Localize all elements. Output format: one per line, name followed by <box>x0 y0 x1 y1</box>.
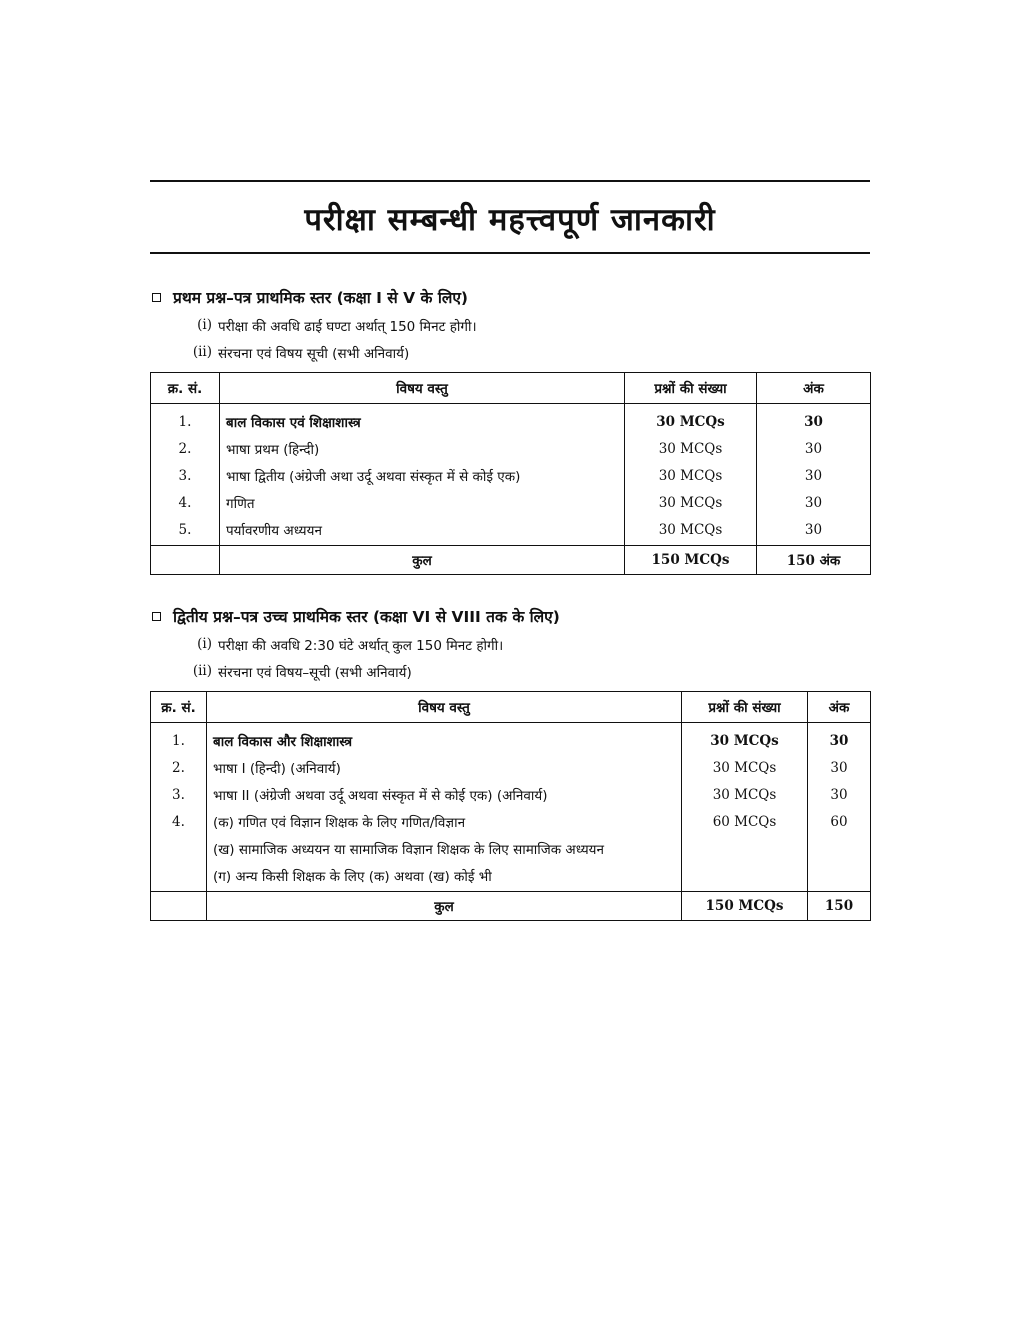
section2-note-structure <box>150 663 870 681</box>
table-row <box>151 862 871 892</box>
header-questions: प्रश्नों की संख्या <box>682 692 808 723</box>
section1-note-duration <box>150 317 870 335</box>
note-number: (ii) <box>192 344 212 360</box>
row-questions <box>682 862 808 892</box>
row-subject: (ख) सामाजिक अध्ययन या सामाजिक विज्ञान शिक्षक के लिए सामाजिक अध्ययन <box>207 835 682 862</box>
table-row <box>151 462 871 489</box>
total-questions: 150 MCQs <box>682 892 808 921</box>
row-questions: 30 MCQs <box>682 723 808 755</box>
row-questions <box>682 835 808 862</box>
section1-table <box>150 372 871 575</box>
section2-note-duration <box>150 636 870 654</box>
row-sno: 5. <box>151 516 220 546</box>
table-row <box>151 835 871 862</box>
row-questions: 30 MCQs <box>625 516 757 546</box>
total-marks: 150 अंक <box>757 546 871 575</box>
row-subject: बाल विकास एवं शिक्षाशास्त्र <box>220 404 625 436</box>
section1-note-structure <box>150 344 870 362</box>
row-marks: 30 <box>757 462 871 489</box>
table-row <box>151 516 871 546</box>
note-number: (i) <box>197 636 212 652</box>
header-sno: क्र. सं. <box>151 692 207 723</box>
table-row <box>151 723 871 755</box>
row-marks <box>808 862 871 892</box>
row-questions: 30 MCQs <box>682 754 808 781</box>
row-marks: 30 <box>757 435 871 462</box>
row-subject: (ग) अन्य किसी शिक्षक के लिए (क) अथवा (ख) कोई भी <box>207 862 682 892</box>
row-sno <box>151 862 207 892</box>
total-label: कुल <box>220 546 625 575</box>
row-questions: 30 MCQs <box>625 489 757 516</box>
header-questions: प्रश्नों की संख्या <box>625 373 757 404</box>
table-row <box>151 435 871 462</box>
total-questions: 150 MCQs <box>625 546 757 575</box>
row-marks: 30 <box>757 516 871 546</box>
row-marks: 60 <box>808 808 871 835</box>
section2-table <box>150 691 871 921</box>
table-row <box>151 808 871 835</box>
section1-heading <box>150 286 870 308</box>
row-subject: भाषा प्रथम (हिन्दी) <box>220 435 625 462</box>
table-row <box>151 781 871 808</box>
table-total-row <box>151 892 871 921</box>
row-marks <box>808 835 871 862</box>
document-page <box>150 180 870 921</box>
total-marks: 150 <box>808 892 871 921</box>
row-subject: गणित <box>220 489 625 516</box>
table-header-row <box>151 692 871 723</box>
row-questions: 30 MCQs <box>625 435 757 462</box>
header-marks: अंक <box>808 692 871 723</box>
row-questions: 30 MCQs <box>682 781 808 808</box>
row-questions: 30 MCQs <box>625 462 757 489</box>
row-marks: 30 <box>757 404 871 436</box>
note-number: (i) <box>197 317 212 333</box>
table-header-row <box>151 373 871 404</box>
row-sno: 2. <box>151 435 220 462</box>
note-text: परीक्षा की अवधि ढाई घण्टा अर्थात् 150 मिनट होगी। <box>218 319 477 335</box>
table-row <box>151 754 871 781</box>
section2-heading <box>150 605 870 627</box>
section1-heading-text: प्रथम प्रश्न–पत्र प्राथमिक स्तर (कक्षा I से V के लिए) <box>173 289 469 307</box>
row-sno: 1. <box>151 404 220 436</box>
header-subject: विषय वस्तु <box>220 373 625 404</box>
total-empty-cell <box>151 546 220 575</box>
row-subject: पर्यावरणीय अध्ययन <box>220 516 625 546</box>
row-sno: 1. <box>151 723 207 755</box>
section2-heading-text: द्वितीय प्रश्न–पत्र उच्च प्राथमिक स्तर (कक्षा VI से VIII तक के लिए) <box>173 608 560 626</box>
row-questions: 60 MCQs <box>682 808 808 835</box>
row-sno: 2. <box>151 754 207 781</box>
row-sno: 3. <box>151 781 207 808</box>
table-total-row <box>151 546 871 575</box>
row-sno: 3. <box>151 462 220 489</box>
page-title: परीक्षा सम्बन्धी महत्त्वपूर्ण जानकारी <box>304 202 716 238</box>
note-text: संरचना एवं विषय सूची (सभी अनिवार्य) <box>218 346 410 362</box>
note-number: (ii) <box>192 663 212 679</box>
row-marks: 30 <box>757 489 871 516</box>
row-subject: भाषा II (अंग्रेजी अथवा उर्दू अथवा संस्कृत में से कोई एक) (अनिवार्य) <box>207 781 682 808</box>
total-empty-cell <box>151 892 207 921</box>
header-marks: अंक <box>757 373 871 404</box>
table-row <box>151 404 871 436</box>
row-subject: बाल विकास और शिक्षाशास्त्र <box>207 723 682 755</box>
square-bullet-icon <box>152 612 161 621</box>
row-marks: 30 <box>808 754 871 781</box>
row-sno <box>151 835 207 862</box>
header-sno: क्र. सं. <box>151 373 220 404</box>
row-subject: (क) गणित एवं विज्ञान शिक्षक के लिए गणित/विज्ञान <box>207 808 682 835</box>
row-marks: 30 <box>808 723 871 755</box>
row-sno: 4. <box>151 489 220 516</box>
row-sno: 4. <box>151 808 207 835</box>
row-questions: 30 MCQs <box>625 404 757 436</box>
square-bullet-icon <box>152 293 161 302</box>
title-bottom-rule <box>150 252 870 254</box>
note-text: संरचना एवं विषय–सूची (सभी अनिवार्य) <box>218 665 412 681</box>
row-subject: भाषा द्वितीय (अंग्रेजी अथा उर्दू अथवा संस्कृत में से कोई एक) <box>220 462 625 489</box>
table-row <box>151 489 871 516</box>
header-subject: विषय वस्तु <box>207 692 682 723</box>
row-marks: 30 <box>808 781 871 808</box>
total-label: कुल <box>207 892 682 921</box>
note-text: परीक्षा की अवधि 2:30 घंटे अर्थात् कुल 150 मिनट होगी। <box>218 638 504 654</box>
row-subject: भाषा I (हिन्दी) (अनिवार्य) <box>207 754 682 781</box>
